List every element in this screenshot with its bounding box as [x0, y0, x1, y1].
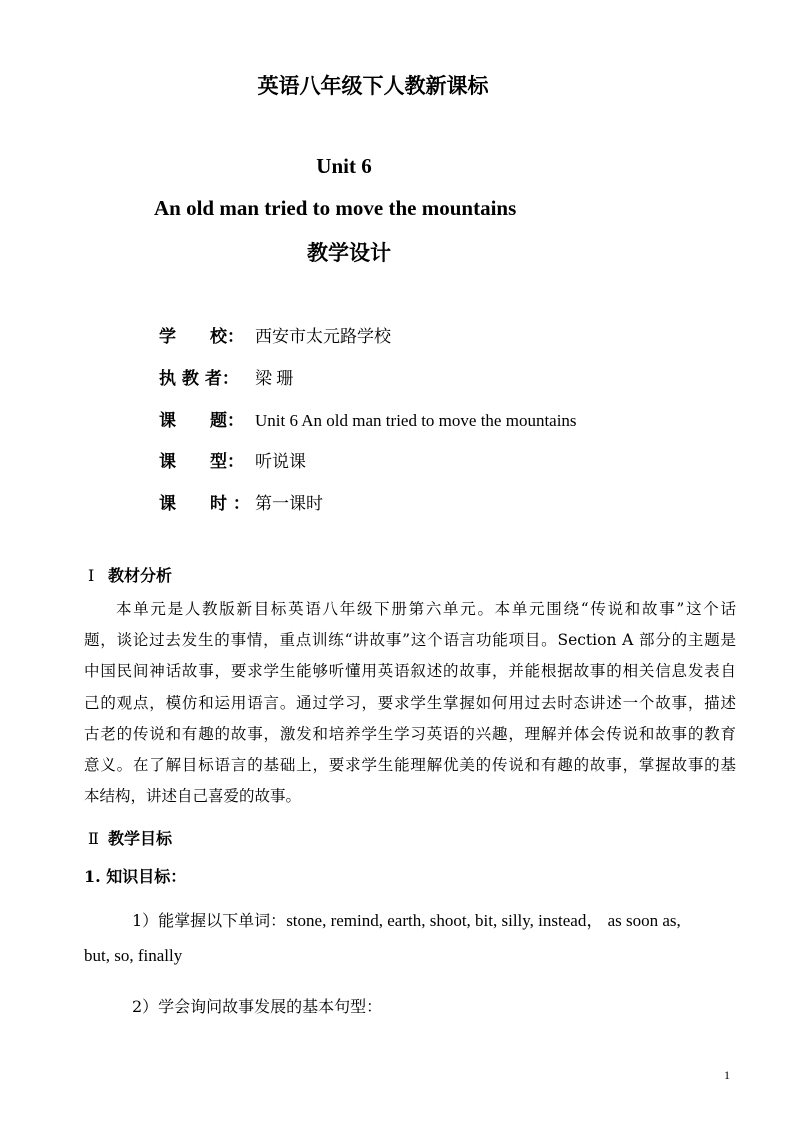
info-label: 执 教 者：	[159, 369, 239, 389]
paragraph-line: 本单元是人教版新目标英语八年级下册第六单元。本单元围绕“传说和故事”这个话	[116, 600, 736, 618]
document-title: 英语八年级下人教新课标	[257, 73, 489, 98]
page-number: 1	[724, 1068, 730, 1082]
paragraph-line: 题，谈论过去发生的事情，重点训练“讲故事”这个语言功能项目。Section A 部分的主题是	[84, 631, 736, 650]
info-label: 课 型：	[159, 452, 244, 472]
objective-item-1	[132, 906, 681, 931]
info-label: 课 题：	[159, 411, 244, 431]
vocabulary-list-continued: but, so, finally	[84, 946, 183, 965]
info-row-period	[159, 489, 323, 514]
info-row-teacher	[159, 364, 293, 389]
knowledge-objective-heading: 1. 知识目标：	[84, 867, 187, 886]
paragraph-line: 本结构，讲述自己喜爱的故事。	[84, 787, 302, 806]
paragraph-line: 中国民间神话故事，要求学生能够听懂用英语叙述的故事，并能根据故事的相关信息发表自	[84, 662, 736, 681]
info-row-type	[159, 447, 306, 472]
paragraph-line: 古老的传说和有趣的故事，激发和培养学生学习英语的兴趣，理解并体会传说和故事的教育	[84, 724, 736, 743]
info-value: Unit 6 An old man tried to move the mountains	[255, 411, 577, 430]
info-value: 第一课时	[255, 494, 323, 513]
info-row-topic	[159, 406, 577, 431]
info-row-school	[159, 322, 391, 347]
section-heading-objectives	[88, 826, 172, 849]
unit-number: Unit 6	[316, 154, 372, 178]
section-title: 教学目标	[108, 829, 173, 848]
objective-item-prefix: 1）能掌握以下单词：	[132, 911, 287, 930]
section-title: 教材分析	[108, 566, 173, 585]
vocabulary-list: stone, remind, earth, shoot, bit, silly, instead， as soon as,	[286, 911, 681, 930]
objective-item-2: 2）学会询问故事发展的基本句型：	[132, 997, 383, 1016]
info-value: 西安市太元路学校	[255, 327, 391, 346]
info-label: 学 校：	[159, 327, 244, 347]
section-number: Ⅱ	[88, 829, 99, 848]
analysis-paragraph	[84, 594, 736, 812]
lesson-title: An old man tried to move the mountains	[154, 196, 517, 220]
section-number: Ⅰ	[88, 566, 95, 585]
paragraph-line: 己的观点，模仿和运用语言。通过学习，要求学生掌握如何用过去时态讲述一个故事，描述	[84, 693, 736, 712]
info-value: 听说课	[255, 452, 306, 471]
info-value: 梁 珊	[255, 369, 294, 388]
document-subtitle: 教学设计	[307, 240, 391, 265]
section-heading-analysis	[88, 563, 172, 586]
paragraph-line: 意义。在了解目标语言的基础上，要求学生能理解优美的传说和有趣的故事，掌握故事的基	[84, 756, 736, 775]
info-label: 课 时 ：	[159, 494, 250, 514]
